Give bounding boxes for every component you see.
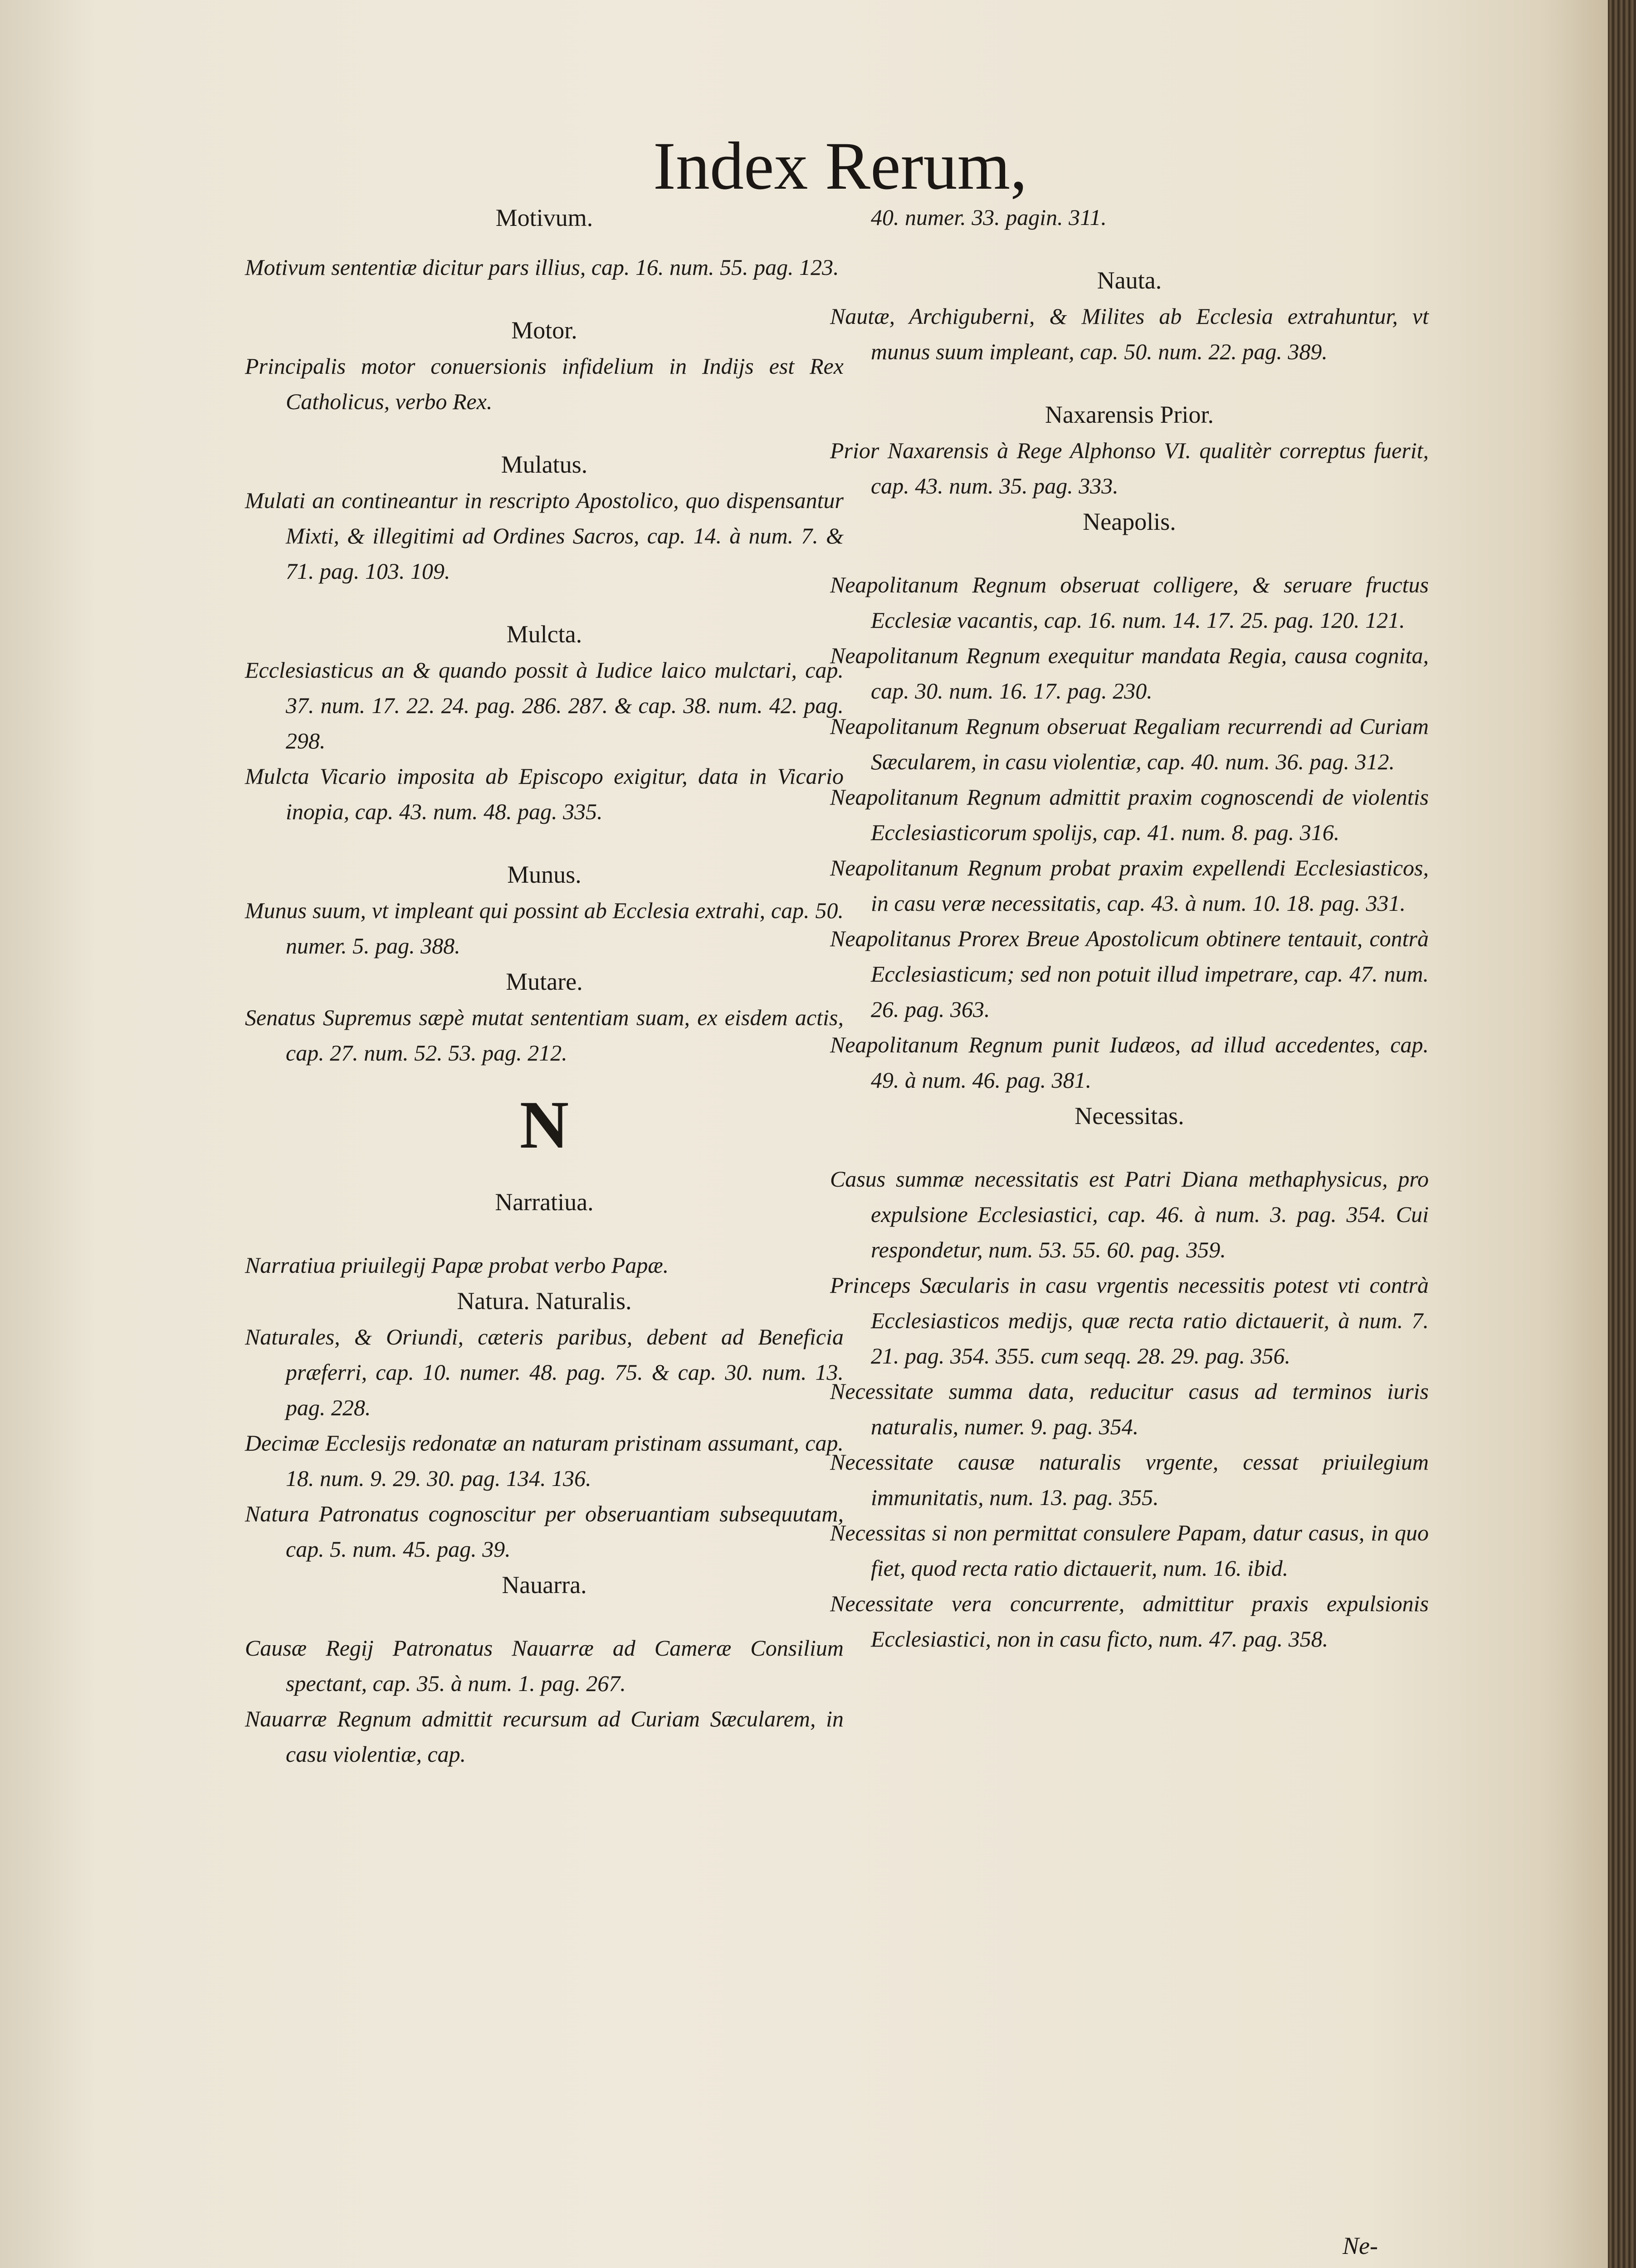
index-entry: Nauarræ Regnum admittit recursum ad Curiam Sæcularem, in casu violentiæ, cap. bbox=[245, 1706, 844, 1767]
index-heading: Narratiua. bbox=[495, 1188, 594, 1216]
index-entry: Natura Patronatus cognoscitur per obseruantiam subsequutam, cap. 5. num. 45. pag. 39. bbox=[245, 1501, 844, 1562]
catchword: Ne- bbox=[1343, 2232, 1378, 2259]
index-entry: Necessitas si non permittat consulere Papam, datur casus, in quo fiet, quod recta ratio dictauerit, num. 16. ibid. bbox=[830, 1520, 1429, 1581]
index-entry: Neapolitanum Regnum obseruat colligere, & seruare fructus Ecclesiæ vacantis, cap. 16. num. 14. 17. 25. pag. 120. 121. bbox=[830, 572, 1429, 633]
page-title: Index Rerum, bbox=[653, 128, 1027, 204]
index-entry: Motivum sententiæ dicitur pars illius, cap. 16. num. 55. pag. 123. bbox=[245, 254, 839, 280]
index-entry: Neapolitanum Regnum probat praxim expellendi Ecclesiasticos, in casu veræ necessitatis, cap. 43. à num. 10. 18. pag. 331. bbox=[830, 855, 1429, 916]
index-entry: Naturales, & Oriundi, cæteris paribus, debent ad Beneficia præferri, cap. 10. numer. 48. pag. 75. & cap. 30. num. 13. pag. 228. bbox=[245, 1324, 844, 1420]
index-entry: Neapolitanum Regnum admittit praxim cognoscendi de violentis Ecclesiasticorum spolijs, cap. 41. num. 8. pag. 316. bbox=[830, 784, 1429, 845]
right-column bbox=[830, 200, 1429, 1657]
index-entry: Narratiua priuilegij Papæ probat verbo Papæ. bbox=[245, 1252, 669, 1278]
index-entry: Principalis motor conuersionis infidelium in Indijs est Rex Catholicus, verbo Rex. bbox=[245, 353, 844, 414]
index-heading: Naxarensis Prior. bbox=[1045, 401, 1214, 428]
index-entry: Princeps Sæcularis in casu vrgentis necessitis potest vti contrà Ecclesiasticos medijs, quæ recta ratio dictauerit, à num. 7. 21. pag. 354. 355. cum seqq. 28. 29. pag. 356. bbox=[830, 1272, 1429, 1369]
index-entry: Mulcta Vicario imposita ab Episcopo exigitur, data in Vicario inopia, cap. 43. num. 48. pag. 335. bbox=[245, 763, 844, 824]
index-entry: Nautæ, Archiguberni, & Milites ab Ecclesia extrahuntur, vt munus suum impleant, cap. 50. num. 22. pag. 389. bbox=[830, 303, 1429, 364]
index-heading: Motivum. bbox=[495, 204, 593, 231]
index-entry: Neapolitanum Regnum exequitur mandata Regia, causa cognita, cap. 30. num. 16. 17. pag. 230. bbox=[830, 643, 1429, 704]
index-heading: Nauta. bbox=[1097, 267, 1162, 294]
index-heading: Munus. bbox=[507, 861, 581, 888]
index-entry: Necessitate summa data, reducitur casus ad terminos iuris naturalis, numer. 9. pag. 354. bbox=[830, 1378, 1429, 1439]
index-entry: Munus suum, vt impleant qui possint ab Ecclesia extrahi, cap. 50. numer. 5. pag. 388. bbox=[245, 898, 844, 958]
index-heading: Necessitas. bbox=[1074, 1102, 1184, 1129]
book-edge bbox=[1608, 0, 1636, 2268]
index-entry: Necessitate causæ naturalis vrgente, cessat priuilegium immunitatis, num. 13. pag. 355. bbox=[830, 1449, 1429, 1510]
index-heading: Motor. bbox=[511, 317, 577, 344]
index-entry: Mulati an contineantur in rescripto Apostolico, quo dispensantur Mixti, & illegitimi ad Ordines Sacros, cap. 14. à num. 7. & 71. pag. 103. 109. bbox=[245, 488, 844, 584]
index-entry: Neapolitanum Regnum obseruat Regaliam recurrendi ad Curiam Sæcularem, in casu violentiæ, cap. 40. num. 36. pag. 312. bbox=[830, 714, 1429, 774]
index-entry: Ecclesiasticus an & quando possit à Iudice laico mulctari, cap. 37. num. 17. 22. 24. pag. 286. 287. & cap. 38. num. 42. pag. 298. bbox=[245, 657, 844, 753]
index-heading: Neapolis. bbox=[1083, 508, 1176, 535]
index-entry: Neapolitanum Regnum punit Iudæos, ad illud accedentes, cap. 49. à num. 46. pag. 381. bbox=[830, 1032, 1429, 1093]
index-entry: Causæ Regij Patronatus Nauarræ ad Cameræ Consilium spectant, cap. 35. à num. 1. pag. 267. bbox=[245, 1635, 844, 1696]
index-entry: Necessitate vera concurrente, admittitur praxis expulsionis Ecclesiastici, non in casu ficto, num. 47. pag. 358. bbox=[830, 1591, 1429, 1652]
index-entry: Neapolitanus Prorex Breue Apostolicum obtinere tentauit, contrà Ecclesiasticum; sed non potuit illud impetrare, cap. 47. num. 26. pag. 363. bbox=[830, 926, 1429, 1022]
index-entry: Casus summæ necessitatis est Patri Diana methaphysicus, pro expulsione Ecclesiastici, cap. 46. à num. 3. pag. 354. Cui respondetur, num. 53. 55. 60. pag. 359. bbox=[830, 1166, 1429, 1262]
index-heading: Nauarra. bbox=[502, 1571, 587, 1598]
index-heading: Mutare. bbox=[506, 968, 583, 995]
index-entry-continuation: 40. numer. 33. pagin. 311. bbox=[871, 205, 1107, 230]
index-entry: Decimæ Ecclesijs redonatæ an naturam pristinam assumant, cap. 18. num. 9. 29. 30. pag. 134. 136. bbox=[245, 1430, 844, 1491]
left-column bbox=[245, 200, 844, 1772]
index-heading: Mulatus. bbox=[501, 451, 588, 478]
index-entry: Senatus Supremus sæpè mutat sententiam suam, ex eisdem actis, cap. 27. num. 52. 53. pag. 212. bbox=[245, 1005, 844, 1066]
section-letter: N bbox=[519, 1087, 569, 1163]
index-entry: Prior Naxarensis à Rege Alphonso VI. qualitèr correptus fuerit, cap. 43. num. 35. pag. 333. bbox=[830, 438, 1429, 499]
index-heading: Natura. Naturalis. bbox=[457, 1287, 632, 1315]
index-heading: Mulcta. bbox=[506, 621, 582, 648]
